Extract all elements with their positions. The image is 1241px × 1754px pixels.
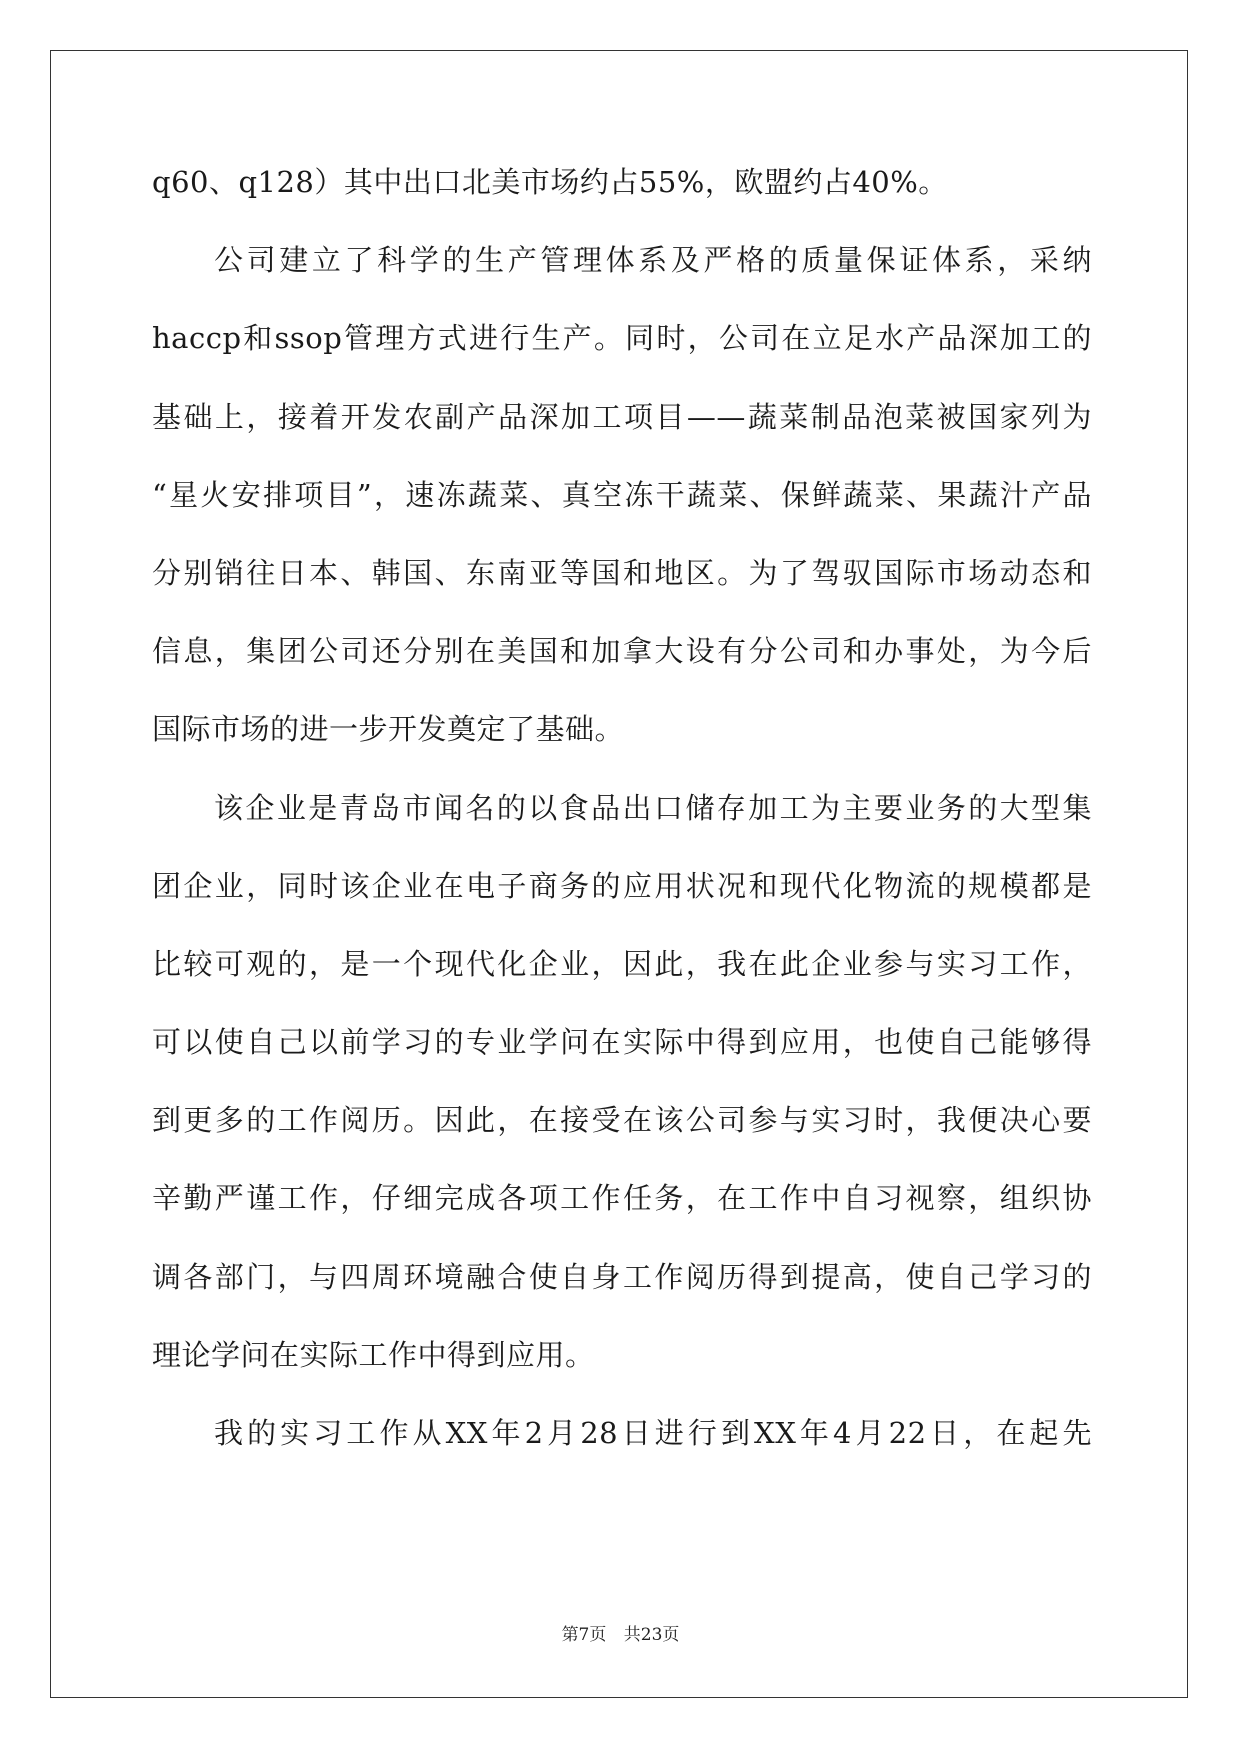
text-line: 我的实习工作从XX年2月28日进行到XX年4月22日，在起先 <box>214 1416 1092 1450</box>
text-line: 到更多的工作阅历。因此，在接受在该公司参与实习时，我便决心要 <box>152 1103 1092 1138</box>
page-footer <box>0 1620 1241 1645</box>
text-line: 基础上，接着开发农副产品深加工项目——蔬菜制品泡菜被国家列为 <box>152 399 1092 434</box>
text-line: 国际市场的进一步开发奠定了基础。 <box>152 712 625 747</box>
text-line: 比较可观的，是一个现代化企业，因此，我在此企业参与实习工作， <box>152 946 1092 981</box>
text-line: “星火安排项目”，速冻蔬菜、真空冻干蔬菜、保鲜蔬菜、果蔬汁产品 <box>152 477 1092 512</box>
text-line: q60、q128）其中出口北美市场约占55%，欧盟约占40%。 <box>152 165 948 199</box>
text-line: 信息，集团公司还分别在美国和加拿大设有分公司和办事处，为今后 <box>152 634 1092 669</box>
total-pages-label: 共23页 <box>623 1625 680 1645</box>
text-line: 公司建立了科学的生产管理体系及严格的质量保证体系，采纳 <box>214 243 1092 278</box>
text-line: 辛勤严谨工作，仔细完成各项工作任务，在工作中自习视察，组织协 <box>152 1181 1092 1216</box>
text-line: haccp和ssop管理方式进行生产。同时，公司在立足水产品深加工的 <box>152 321 1092 356</box>
text-line: 团企业，同时该企业在电子商务的应用状况和现代化物流的规模都是 <box>152 868 1092 903</box>
text-line: 可以使自己以前学习的专业学问在实际中得到应用，也使自己能够得 <box>152 1025 1092 1060</box>
text-line: 调各部门，与四周环境融合使自身工作阅历得到提高，使自己学习的 <box>152 1259 1092 1294</box>
document-body <box>152 160 1092 1489</box>
current-page-label: 第7页 <box>561 1625 607 1645</box>
text-line: 分别销往日本、韩国、东南亚等国和地区。为了驾驭国际市场动态和 <box>152 555 1092 590</box>
text-line: 理论学问在实际工作中得到应用。 <box>152 1337 595 1372</box>
text-line: 该企业是青岛市闻名的以食品出口储存加工为主要业务的大型集 <box>214 790 1092 825</box>
